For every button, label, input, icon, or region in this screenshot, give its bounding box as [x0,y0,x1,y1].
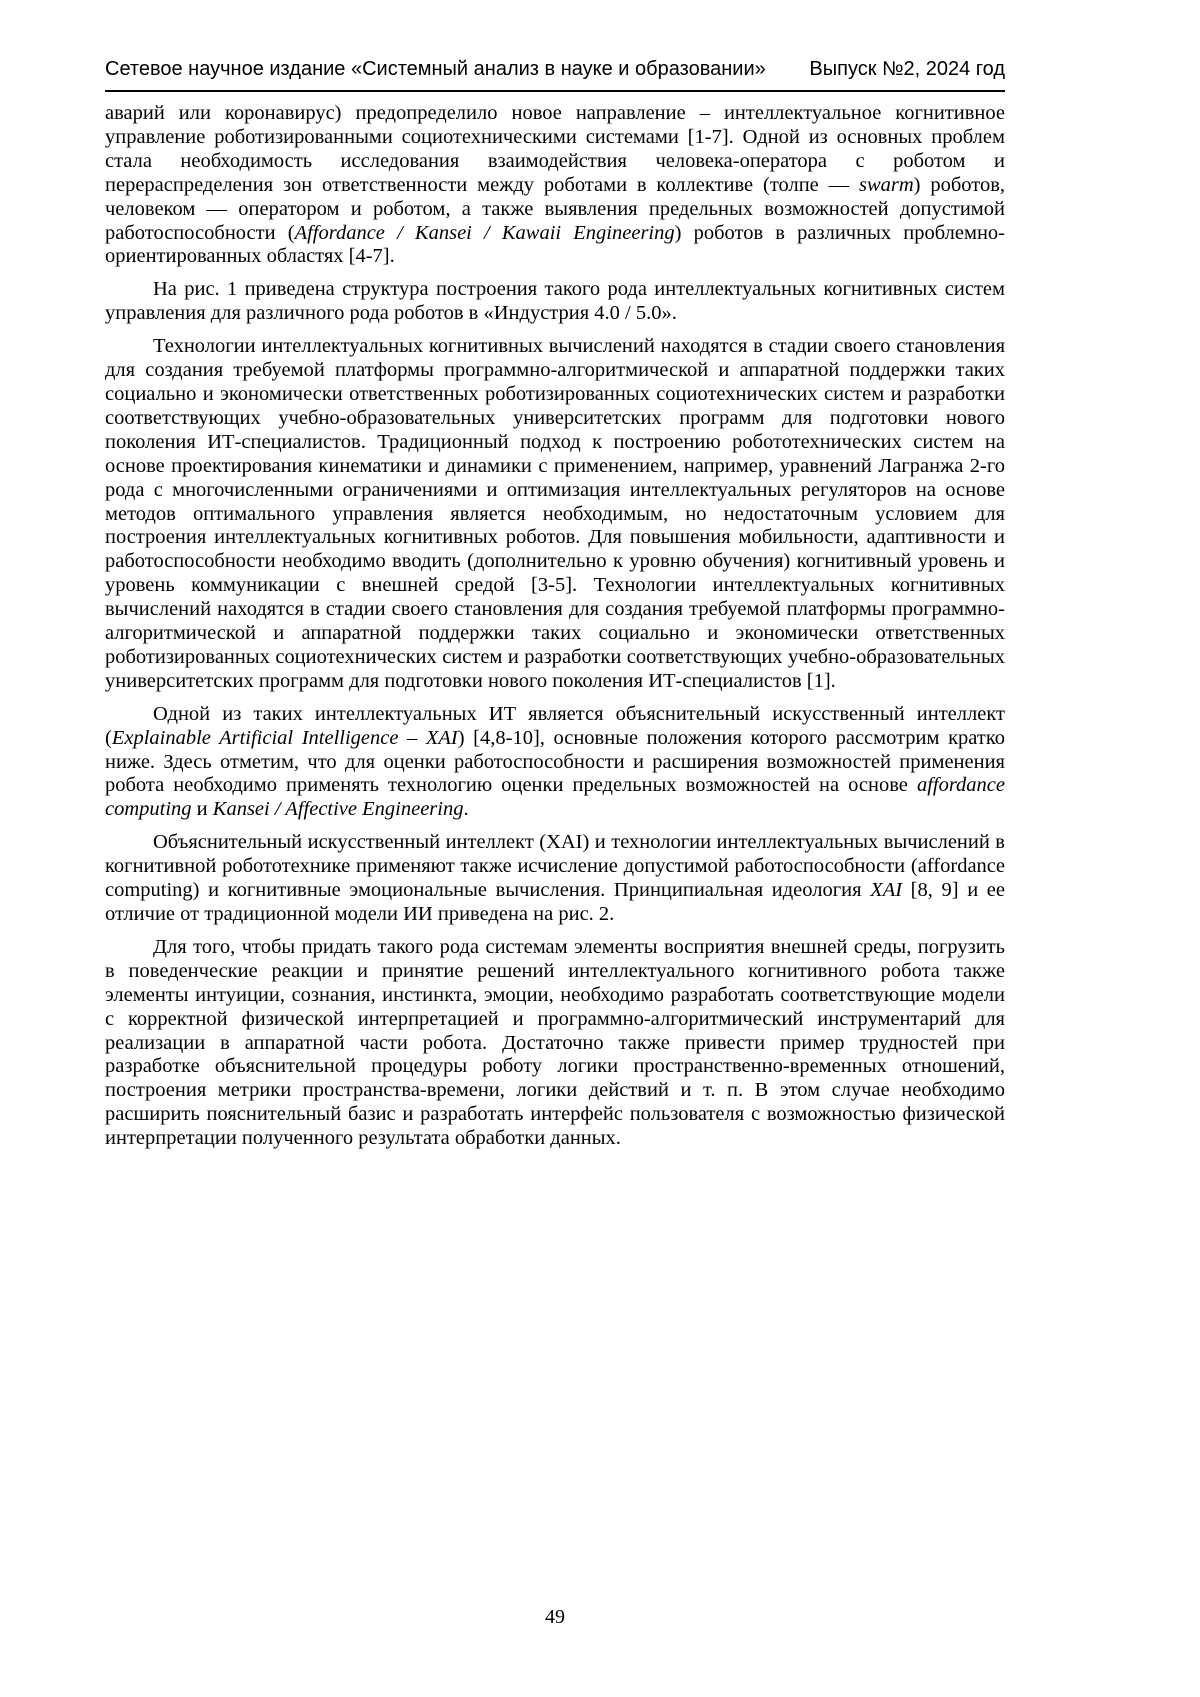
italic-text-run: XAI [870,879,903,902]
text-run: На рис. 1 приведена структура построения такого рода интеллектуальных когнитивных систем управления для различного рода роботов в «Индустрия 4.0 / 5.0». [105,278,1005,325]
paragraph [105,703,1005,823]
issue-label: Выпуск №2, 2024 год [809,58,1005,80]
page-footer [105,1606,1005,1629]
text-run: Для того, чтобы придать такого рода системам элементы восприятия внешней среды, погрузить в поведенческие реакции и принятие решений интеллектуального когнитивного робота также элементы интуиции, сознания, инстинкта, эмоции, необходимо разработать соответствующие модели с корректной физической интерпретацией и программно-алгоритмический инструментарий для реализации в аппаратной части робота. Достаточно также привести пример трудностей при разработке объяснительной процедуры роботу логики пространственно-временных отношений, построения метрики пространства-времени, логики действий и т. п. В этом случае необходимо расширить пояснительный базис и разработать интерфейс пользователя с возможностью физической интерпретации полученного результата обработки данных. [105,935,1005,1150]
page-header [105,58,1005,81]
paragraph [105,278,1005,326]
italic-text-run: Kansei / Affective Engineering [212,798,464,821]
text-run: аварий или коронавирус) предопределило новое направление – интеллектуальное когнитивное управление роботизированными социотехническими системами [1-7]. Одной из основных проблем стала необходимость исследования взаимодействия человека-оператора с роботом и перераспределения зон ответственности между роботами в коллективе (толпе — [105,102,1005,196]
text-run: ) роботов в различных проблемно-ориентированных областях [4-7]. [105,221,1005,268]
paragraph [105,102,1005,269]
text-run: [8, 9] и ее отличие от традиционной модели ИИ приведена на рис. 2. [105,879,1005,925]
text-run: Одной из таких интеллектуальных ИТ является объяснительный искусственный интеллект ( [105,702,1005,749]
italic-text-run: affordance computing [105,774,1005,821]
text-run: и [191,798,213,821]
paragraph [105,335,1005,694]
journal-title: Сетевое научное издание «Системный анализ в науке и образовании» [105,58,766,80]
page-number: 49 [545,1606,565,1628]
italic-text-run: Explainable Artificial Intelligence – XAI [111,726,458,749]
text-run: . [463,798,469,821]
paragraph [105,936,1005,1151]
text-run: ) роботов, человеком — оператором и роботом, а также выявления предельных возможностей допустимой работоспособности ( [105,173,1005,244]
italic-text-run: swarm [858,173,914,196]
header-divider [105,90,1005,92]
text-run: Технологии интеллектуальных когнитивных вычислений находятся в стадии своего становления для создания требуемой платформы программно-алгоритмической и аппаратной поддержки таких социально и экономически ответственных роботизированных социотехнических систем и разработки соответствующих учебно-образовательных университетских программ для подготовки нового поколения ИТ-специалистов. Традиционный подход к построению робототехнических систем на основе проектирования кинематики и динамики с применением, например, уравнений Лагранжа 2-го рода с многочисленными ограничениями и оптимизация интеллектуальных регуляторов на основе методов оптимального управления является необходимым, но недостаточным условием для построения интеллектуальных когнитивных роботов. Для повышения мобильности, адаптивности и работоспособности необходимо вводить (дополнительно к уровню обучения) когнитивный уровень и уровень коммуникации с внешней средой [3-5]. Технологии интеллектуальных когнитивных вычислений находятся в стадии своего становления для создания требуемой платформы программно-алгоритмической и аппаратной поддержки таких социально и экономически ответственных роботизированных социотехнических систем и разработки соответствующих учебно-образовательных университетских программ для подготовки нового поколения ИТ-специалистов [1]. [105,335,1005,692]
text-run: ) [4,8-10], основные положения которого рассмотрим кратко ниже. Здесь отметим, что для оценки работоспособности и расширения возможностей применения робота необходимо применять технологию оценки предельных возможностей на основе [105,726,1005,797]
paragraph [105,831,1005,927]
article-body [105,102,1005,1151]
text-run: Объяснительный искусственный интеллект (XAI) и технологии интеллектуальных вычислений в когнитивной робототехнике применяют также исчисление допустимой работоспособности (affordance computing) и когнитивные эмоциональные вычисления. Принципиальная идеология [105,831,1005,902]
italic-text-run: Affordance / Kansei / Kawaii Engineering [294,221,675,244]
